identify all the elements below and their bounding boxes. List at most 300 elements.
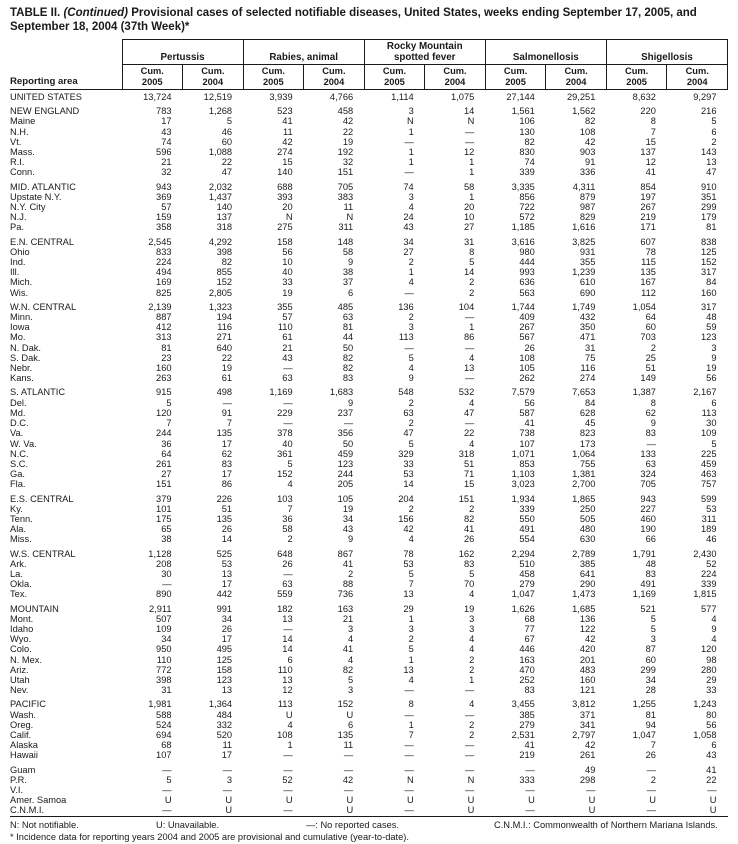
value-cell: 524 xyxy=(156,719,172,730)
value-cell: 91 xyxy=(585,157,596,168)
value-cell: 755 xyxy=(579,458,596,469)
value-cell: 19 xyxy=(342,503,354,514)
value-cell: 47 xyxy=(706,167,717,178)
value-cell: 5 xyxy=(711,438,717,449)
cum-header-rabies-animal-2004: Cum. 2004 xyxy=(304,65,365,90)
value-cell: 1,047 xyxy=(511,589,535,600)
value-cell: 1,387 xyxy=(632,387,656,398)
value-cell: 41 xyxy=(463,524,475,535)
value-cell: 106 xyxy=(519,116,535,127)
value-cell: 227 xyxy=(640,503,656,514)
value-cell: 6 xyxy=(711,740,717,751)
value-cell: 58 xyxy=(463,181,475,192)
value-cell: 280 xyxy=(700,664,717,675)
value-cell: — xyxy=(464,312,475,323)
value-cell: 19 xyxy=(463,603,475,614)
value-cell: — xyxy=(404,342,414,353)
value-cell: 351 xyxy=(700,191,717,202)
value-cell: 60 xyxy=(645,322,656,333)
column-group-pertussis: Pertussis xyxy=(122,40,243,65)
value-cell: 1,561 xyxy=(511,106,535,117)
table-row xyxy=(10,514,728,524)
value-cell: 219 xyxy=(640,212,656,223)
value-cell: 66 xyxy=(645,534,656,545)
value-cell: 6 xyxy=(348,719,354,730)
value-cell: 24 xyxy=(403,212,414,223)
value-cell: 152 xyxy=(216,277,233,288)
value-cell: 41 xyxy=(524,740,535,751)
row-label: MID. ATLANTIC xyxy=(10,181,76,192)
value-cell: 173 xyxy=(579,438,596,449)
value-cell: 4 xyxy=(469,438,475,449)
group-header-row xyxy=(10,40,728,65)
value-cell: 463 xyxy=(700,469,717,480)
value-cell: 550 xyxy=(519,513,535,524)
value-cell: N xyxy=(346,212,354,223)
value-cell: 135 xyxy=(216,513,233,524)
value-cell: 856 xyxy=(519,191,535,202)
value-cell: 853 xyxy=(519,458,535,469)
value-cell: 3 xyxy=(408,191,414,202)
value-cell: 630 xyxy=(579,534,596,545)
table-row xyxy=(10,237,728,247)
value-cell: 224 xyxy=(700,568,717,579)
value-cell: 163 xyxy=(519,654,535,665)
value-cell: 5 xyxy=(348,674,354,685)
value-cell: 61 xyxy=(282,332,293,343)
value-cell: 21 xyxy=(342,613,354,624)
value-cell: 63 xyxy=(282,373,293,384)
value-cell: 26 xyxy=(524,342,535,353)
row-label: Ky. xyxy=(10,503,23,514)
value-cell: 355 xyxy=(277,301,293,312)
value-cell: 931 xyxy=(579,246,596,257)
value-cell: 2,700 xyxy=(572,479,596,490)
value-cell: 4,311 xyxy=(572,181,596,192)
value-cell: 201 xyxy=(579,654,596,665)
value-cell: 45 xyxy=(585,418,596,429)
value-cell: 279 xyxy=(519,719,535,730)
value-cell: 140 xyxy=(216,202,233,213)
value-cell: 23 xyxy=(161,352,172,363)
cum-header-pertussis-2005: Cum. 2005 xyxy=(122,65,183,90)
value-cell: 53 xyxy=(403,469,414,480)
notifiable-diseases-table xyxy=(10,39,728,817)
row-label: Kans. xyxy=(10,373,34,384)
value-cell: 42 xyxy=(342,116,354,127)
value-cell: 9 xyxy=(711,352,717,363)
value-cell: 548 xyxy=(398,387,414,398)
row-label: Md. xyxy=(10,407,26,418)
value-cell: 2 xyxy=(469,503,475,514)
value-cell: 355 xyxy=(579,257,596,268)
value-cell: 1,749 xyxy=(572,301,596,312)
value-cell: 1,103 xyxy=(511,469,535,480)
value-cell: — xyxy=(525,785,535,795)
value-cell: 3,939 xyxy=(269,92,293,102)
value-cell: — xyxy=(343,418,354,429)
value-cell: 1,685 xyxy=(572,603,596,614)
value-cell: 420 xyxy=(579,644,596,655)
column-group-rocky-mountain-spotted-fever: Rocky Mountain spotted fever xyxy=(364,40,485,65)
value-cell: 159 xyxy=(156,212,172,223)
value-cell: 736 xyxy=(337,589,354,600)
value-cell: 14 xyxy=(221,534,233,545)
table-row xyxy=(10,418,728,428)
value-cell: 8 xyxy=(650,116,656,127)
table-row xyxy=(10,167,728,177)
value-cell: 9 xyxy=(711,623,717,634)
legend-row xyxy=(10,820,728,832)
value-cell: 458 xyxy=(519,568,535,579)
value-cell: 1 xyxy=(408,157,414,168)
value-cell: 5 xyxy=(469,568,475,579)
value-cell: 279 xyxy=(519,579,535,590)
value-cell: 88 xyxy=(342,579,354,590)
value-cell: 162 xyxy=(458,548,475,559)
value-cell: 11 xyxy=(343,740,354,751)
row-label: E.S. CENTRAL xyxy=(10,493,74,504)
value-cell: 636 xyxy=(519,277,535,288)
value-cell: 220 xyxy=(640,106,656,117)
value-cell: 2,294 xyxy=(511,548,535,559)
value-cell: 21 xyxy=(161,157,172,168)
value-cell: — xyxy=(404,136,414,147)
value-cell: — xyxy=(464,764,475,775)
value-cell: 4 xyxy=(408,277,414,288)
row-label: Nev. xyxy=(10,685,29,696)
value-cell: 83 xyxy=(463,558,475,569)
table-row xyxy=(10,604,728,614)
value-cell: 82 xyxy=(342,664,354,675)
table-row xyxy=(10,675,728,685)
value-cell: 121 xyxy=(579,685,596,696)
value-cell: 5 xyxy=(408,352,414,363)
value-cell: 179 xyxy=(700,212,717,223)
table-row xyxy=(10,710,728,720)
value-cell: 48 xyxy=(645,558,656,569)
value-cell: — xyxy=(404,167,414,178)
row-label: Conn. xyxy=(10,167,35,178)
value-cell: 27 xyxy=(463,222,475,233)
value-cell: 57 xyxy=(161,202,172,213)
value-cell: 9 xyxy=(408,373,414,384)
value-cell: 41 xyxy=(524,418,535,429)
value-cell: 31 xyxy=(463,236,475,247)
value-cell: 63 xyxy=(403,407,414,418)
value-cell: 398 xyxy=(216,246,233,257)
value-cell: 336 xyxy=(579,167,596,178)
value-cell: — xyxy=(404,805,414,816)
value-cell: 13 xyxy=(463,363,475,374)
row-label: Idaho xyxy=(10,623,34,634)
value-cell: 1,744 xyxy=(511,301,535,312)
value-cell: 3 xyxy=(711,342,717,353)
table-row xyxy=(10,559,728,569)
value-cell: 136 xyxy=(579,613,596,624)
value-cell: 11 xyxy=(282,126,293,137)
value-cell: 525 xyxy=(216,548,233,559)
value-cell: 274 xyxy=(579,373,596,384)
value-cell: 4,292 xyxy=(208,236,233,247)
value-cell: 772 xyxy=(156,664,172,675)
value-cell: 13 xyxy=(221,685,233,696)
value-cell: 42 xyxy=(585,740,596,751)
value-cell: — xyxy=(646,438,656,449)
value-cell: 3 xyxy=(650,634,656,645)
value-cell: 311 xyxy=(701,513,717,524)
value-cell: 510 xyxy=(519,558,535,569)
row-label: Mass. xyxy=(10,147,35,158)
value-cell: 1 xyxy=(408,719,414,730)
table-row xyxy=(10,730,728,740)
value-cell: 3 xyxy=(226,774,233,785)
value-cell: 26 xyxy=(282,558,293,569)
value-cell: 409 xyxy=(519,312,535,323)
value-cell: 491 xyxy=(640,579,656,590)
value-cell: 51 xyxy=(463,458,475,469)
table-row xyxy=(10,449,728,459)
value-cell: — xyxy=(343,764,354,775)
value-cell: 60 xyxy=(645,654,656,665)
value-cell: 356 xyxy=(337,428,354,439)
value-cell: 610 xyxy=(579,277,596,288)
value-cell: 854 xyxy=(640,181,656,192)
value-cell: 70 xyxy=(463,579,475,590)
value-cell: — xyxy=(464,709,475,720)
value-cell: — xyxy=(525,805,535,816)
value-cell: 267 xyxy=(519,322,535,333)
value-cell: 182 xyxy=(277,603,293,614)
table-title-text: Provisional cases of selected notifiable diseases, United States, weeks ending September 17, 2005, and September 18, 2004 (37th Week)* xyxy=(10,7,697,34)
table-row xyxy=(10,322,728,332)
value-cell: 458 xyxy=(337,106,354,117)
value-cell: 350 xyxy=(579,322,596,333)
row-label: E.N. CENTRAL xyxy=(10,236,75,247)
value-cell: — xyxy=(283,750,293,761)
value-cell: 13 xyxy=(706,157,717,168)
column-group-rabies-animal: Rabies, animal xyxy=(243,40,364,65)
table-row xyxy=(10,614,728,624)
row-label: S. ATLANTIC xyxy=(10,387,66,398)
table-row xyxy=(10,579,728,589)
value-cell: 15 xyxy=(645,136,656,147)
value-cell: 12 xyxy=(282,685,293,696)
value-cell: 8 xyxy=(469,246,475,257)
value-cell: 250 xyxy=(579,503,596,514)
value-cell: 205 xyxy=(337,479,354,490)
value-cell: 5 xyxy=(408,644,414,655)
value-cell: 158 xyxy=(216,664,233,675)
row-label: Mo. xyxy=(10,332,26,343)
value-cell: 628 xyxy=(579,407,596,418)
value-cell: 3,616 xyxy=(511,236,535,247)
value-cell: 21 xyxy=(282,342,293,353)
table-row xyxy=(10,137,728,147)
value-cell: 705 xyxy=(337,181,354,192)
value-cell: 1,616 xyxy=(572,222,596,233)
table-row xyxy=(10,699,728,709)
value-cell: 3 xyxy=(348,685,354,696)
value-cell: 13 xyxy=(282,674,293,685)
value-cell: 74 xyxy=(524,157,535,168)
value-cell: 82 xyxy=(342,363,354,374)
value-cell: 521 xyxy=(640,603,656,614)
table-row xyxy=(10,785,728,795)
value-cell: 299 xyxy=(640,664,656,675)
value-cell: U xyxy=(346,795,354,806)
table-row xyxy=(10,343,728,353)
value-cell: 83 xyxy=(524,685,535,696)
value-cell: 318 xyxy=(458,448,475,459)
value-cell: 61 xyxy=(221,373,233,384)
value-cell: 107 xyxy=(156,750,172,761)
table-row xyxy=(10,469,728,479)
value-cell: 12 xyxy=(463,147,475,158)
value-cell: 2 xyxy=(408,257,414,268)
value-cell: 80 xyxy=(706,709,717,720)
value-cell: 29,251 xyxy=(566,92,596,102)
cum-header-rocky-mountain-spotted-fever-2004: Cum. 2004 xyxy=(425,65,486,90)
row-label: Fla. xyxy=(10,479,26,490)
table-row xyxy=(10,312,728,322)
value-cell: 53 xyxy=(221,558,233,569)
value-cell: 94 xyxy=(645,719,656,730)
value-cell: 903 xyxy=(579,147,596,158)
value-cell: 317 xyxy=(700,267,717,278)
value-cell: 398 xyxy=(156,674,172,685)
value-cell: 3,825 xyxy=(572,236,596,247)
value-cell: 17 xyxy=(221,579,233,590)
value-cell: 2 xyxy=(287,534,293,545)
value-cell: 152 xyxy=(700,257,717,268)
row-label: W. Va. xyxy=(10,438,37,449)
row-label: Ga. xyxy=(10,469,25,480)
value-cell: — xyxy=(283,397,293,408)
value-cell: 1 xyxy=(408,126,414,137)
value-cell: 329 xyxy=(398,448,414,459)
value-cell: 313 xyxy=(156,332,172,343)
value-cell: — xyxy=(283,623,293,634)
value-cell: 8 xyxy=(408,699,414,710)
value-cell: 91 xyxy=(221,407,233,418)
value-cell: 65 xyxy=(161,524,172,535)
value-cell: 32 xyxy=(342,157,354,168)
value-cell: 7 xyxy=(287,503,293,514)
value-cell: 10 xyxy=(282,257,293,268)
value-cell: 108 xyxy=(277,729,293,740)
value-cell: 53 xyxy=(403,558,414,569)
value-cell: 825 xyxy=(156,287,172,298)
row-label: Wash. xyxy=(10,709,37,720)
value-cell: 3,455 xyxy=(511,699,535,710)
table-row xyxy=(10,655,728,665)
table-row xyxy=(10,106,728,116)
value-cell: 261 xyxy=(156,458,172,469)
table-row xyxy=(10,494,728,504)
value-cell: — xyxy=(586,785,596,795)
value-cell: 567 xyxy=(519,332,535,343)
value-cell: 229 xyxy=(277,407,293,418)
column-group-shigellosis: Shigellosis xyxy=(606,40,727,65)
row-label: Ariz. xyxy=(10,664,29,675)
value-cell: 3 xyxy=(408,322,414,333)
value-cell: 151 xyxy=(458,493,475,504)
table-row xyxy=(10,439,728,449)
value-cell: 640 xyxy=(216,342,233,353)
value-cell: 1,626 xyxy=(511,603,535,614)
value-cell: 14 xyxy=(282,644,293,655)
value-cell: 48 xyxy=(706,312,717,323)
column-group-salmonellosis: Salmonellosis xyxy=(485,40,606,65)
value-cell: — xyxy=(646,805,656,816)
value-cell: 274 xyxy=(277,147,293,158)
value-cell: 722 xyxy=(519,202,535,213)
value-cell: 3,812 xyxy=(572,699,596,710)
row-label: La. xyxy=(10,568,23,579)
row-label: Tenn. xyxy=(10,513,33,524)
value-cell: 783 xyxy=(156,106,172,117)
value-cell: 14 xyxy=(463,106,475,117)
row-label: MOUNTAIN xyxy=(10,603,59,614)
value-cell: 7 xyxy=(166,418,172,429)
cum-header-rocky-mountain-spotted-fever-2005: Cum. 2005 xyxy=(364,65,425,90)
value-cell: 1,169 xyxy=(269,387,293,398)
value-cell: 101 xyxy=(156,503,172,514)
row-label: Del. xyxy=(10,397,27,408)
row-label: Hawaii xyxy=(10,750,38,761)
value-cell: 915 xyxy=(156,387,172,398)
value-cell: 56 xyxy=(282,246,293,257)
row-label: PACIFIC xyxy=(10,699,46,710)
value-cell: 110 xyxy=(156,654,172,665)
value-cell: 30 xyxy=(161,568,172,579)
value-cell: U xyxy=(467,805,475,816)
value-cell: 3,335 xyxy=(511,181,535,192)
value-cell: 290 xyxy=(579,579,596,590)
value-cell: — xyxy=(162,764,172,775)
table-continued-label: (Continued) xyxy=(63,7,128,19)
row-label: Maine xyxy=(10,116,36,127)
table-row xyxy=(10,257,728,267)
table-row xyxy=(10,589,728,599)
table-title xyxy=(10,6,728,34)
row-label: Mich. xyxy=(10,277,33,288)
value-cell: 2 xyxy=(469,277,475,288)
value-cell: 507 xyxy=(156,613,172,624)
value-cell: 855 xyxy=(216,267,233,278)
value-cell: 2 xyxy=(408,634,414,645)
value-cell: 160 xyxy=(700,287,717,298)
value-cell: 103 xyxy=(277,493,293,504)
value-cell: 738 xyxy=(519,428,535,439)
value-cell: — xyxy=(646,785,656,795)
value-cell: 2,531 xyxy=(511,729,535,740)
row-label: Utah xyxy=(10,674,30,685)
value-cell: 244 xyxy=(337,469,354,480)
value-cell: 383 xyxy=(337,191,354,202)
value-cell: 563 xyxy=(519,287,535,298)
row-label: S.C. xyxy=(10,458,29,469)
value-cell: 19 xyxy=(706,363,717,374)
value-cell: 1 xyxy=(469,167,475,178)
value-cell: 4 xyxy=(711,634,717,645)
value-cell: 17 xyxy=(221,469,233,480)
value-cell: 42 xyxy=(282,136,293,147)
value-cell: 151 xyxy=(156,479,172,490)
table-row xyxy=(10,795,728,805)
value-cell: 37 xyxy=(342,277,354,288)
